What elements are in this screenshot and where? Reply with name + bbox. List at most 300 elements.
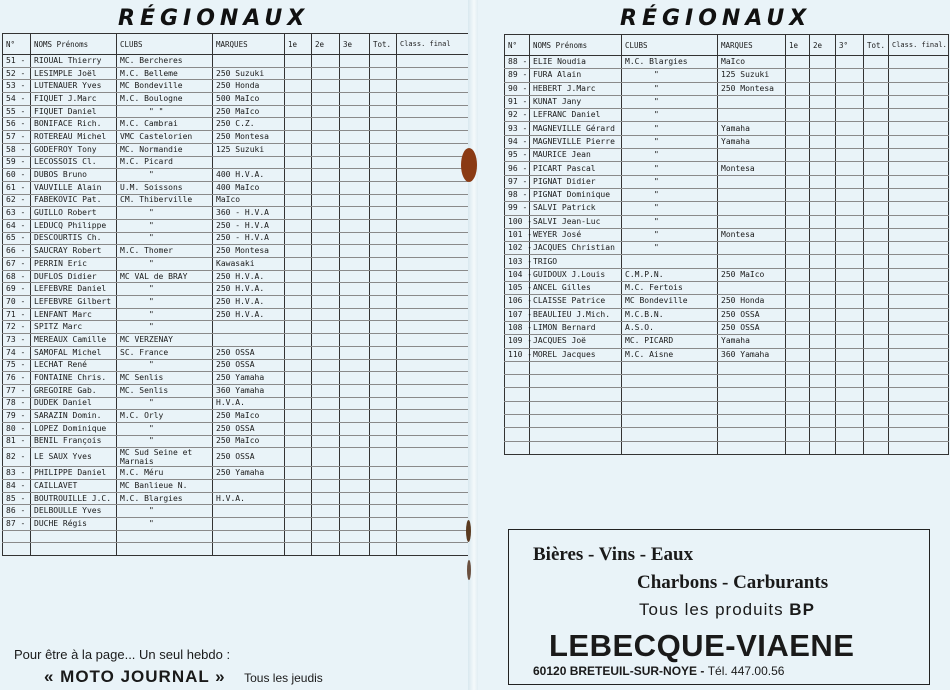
score-cell — [285, 55, 312, 68]
score-cell — [285, 505, 312, 518]
rider-number-value: 51 — [6, 55, 16, 65]
score-cell — [397, 258, 469, 271]
rider-number-value: 60 — [6, 170, 16, 180]
rider-number-value: 84 — [6, 480, 16, 490]
score-cell — [864, 162, 889, 175]
rider-number-value: 86 — [6, 506, 16, 516]
score-cell — [312, 467, 340, 480]
bike-make — [213, 480, 285, 493]
score-cell — [864, 361, 889, 374]
club-name: " — [117, 359, 213, 372]
column-header: 3° — [836, 35, 864, 56]
score-cell — [340, 372, 370, 385]
table-row — [3, 410, 469, 423]
score-cell — [786, 175, 810, 188]
rider-name: SARAZIN Domin. — [31, 410, 117, 423]
score-cell — [810, 428, 836, 441]
score-cell — [285, 143, 312, 156]
table-row — [505, 375, 949, 388]
score-cell — [312, 67, 340, 80]
table-row — [3, 207, 469, 220]
score-cell — [312, 194, 340, 207]
rider-name: DUCHE Régis — [31, 518, 117, 531]
score-cell — [285, 321, 312, 334]
score-cell — [836, 109, 864, 122]
rider-number: 85 - — [3, 492, 31, 505]
bike-make: 125 Suzuki — [213, 143, 285, 156]
score-cell — [889, 82, 949, 95]
rider-name: LUTENAUER Yves — [31, 80, 117, 93]
score-cell — [340, 194, 370, 207]
rider-number-value: 53 — [6, 81, 16, 91]
rider-number: 52 - — [3, 67, 31, 80]
score-cell — [864, 282, 889, 295]
score-cell — [370, 518, 397, 531]
score-cell — [312, 169, 340, 182]
bike-make: 400 MaIco — [213, 181, 285, 194]
rider-number: 63 - — [3, 207, 31, 220]
rider-number-value: 52 — [6, 68, 16, 78]
score-cell — [810, 441, 836, 454]
rider-number-value: 83 — [6, 468, 16, 478]
score-cell — [397, 270, 469, 283]
score-cell — [370, 194, 397, 207]
bike-make: 250 OSSA — [213, 346, 285, 359]
score-cell — [370, 308, 397, 321]
table-row — [3, 492, 469, 505]
rider-number: 96 - — [505, 162, 530, 175]
score-cell — [312, 359, 340, 372]
ad-drinks-line: Bières - Vins - Eaux — [533, 544, 694, 565]
score-cell — [340, 207, 370, 220]
score-cell — [340, 270, 370, 283]
club-name — [622, 361, 718, 374]
score-cell — [312, 492, 340, 505]
score-cell — [285, 448, 312, 467]
score-cell — [340, 308, 370, 321]
club-name: " — [117, 422, 213, 435]
score-cell — [312, 118, 340, 131]
rider-name: PERRIN Eric — [31, 258, 117, 271]
score-cell — [370, 131, 397, 144]
rider-number-value: 102 — [508, 243, 523, 253]
score-cell — [370, 93, 397, 106]
rider-name: FABEKOVIC Pat. — [31, 194, 117, 207]
club-name: " — [622, 149, 718, 162]
club-name — [622, 375, 718, 388]
score-cell — [836, 202, 864, 215]
score-cell — [836, 282, 864, 295]
bike-make — [718, 428, 786, 441]
score-cell — [340, 105, 370, 118]
bike-make — [718, 95, 786, 108]
score-cell — [810, 69, 836, 82]
score-cell — [810, 175, 836, 188]
score-cell — [810, 82, 836, 95]
rider-number: 53 - — [3, 80, 31, 93]
rider-number: 62 - — [3, 194, 31, 207]
score-cell — [340, 334, 370, 347]
score-cell — [889, 268, 949, 281]
rider-number: 110 - — [505, 348, 530, 361]
table-row — [3, 283, 469, 296]
bike-make: 250 Montesa — [718, 82, 786, 95]
rider-number-value: 87 — [6, 518, 16, 528]
score-cell — [370, 435, 397, 448]
rider-number: 84 - — [3, 480, 31, 493]
rider-number-value: 80 — [6, 423, 16, 433]
bike-make: 250 OSSA — [213, 422, 285, 435]
table-row — [505, 321, 949, 334]
rider-name: LEFEBVRE Daniel — [31, 283, 117, 296]
bike-make: 250 MaIco — [718, 268, 786, 281]
rider-number-value: 107 — [508, 309, 523, 319]
club-name: " — [622, 95, 718, 108]
bike-make: Kawasaki — [213, 258, 285, 271]
score-cell — [312, 245, 340, 258]
score-cell — [786, 122, 810, 135]
table-row — [505, 441, 949, 454]
bike-make — [718, 255, 786, 268]
rider-number-value: 70 — [6, 296, 16, 306]
table-row — [505, 361, 949, 374]
score-cell — [370, 384, 397, 397]
score-cell — [889, 69, 949, 82]
score-cell — [864, 242, 889, 255]
bike-make — [718, 175, 786, 188]
score-cell — [370, 207, 397, 220]
score-cell — [810, 308, 836, 321]
score-cell — [285, 232, 312, 245]
column-header: Class. final — [397, 34, 469, 55]
score-cell — [836, 415, 864, 428]
score-cell — [312, 55, 340, 68]
score-cell — [836, 135, 864, 148]
rider-name: LE SAUX Yves — [31, 448, 117, 467]
score-cell — [889, 56, 949, 69]
rider-number-value: 105 — [508, 283, 523, 293]
table-row — [3, 156, 469, 169]
table-row — [505, 282, 949, 295]
club-name: M.C. Blargies — [622, 56, 718, 69]
score-cell — [370, 143, 397, 156]
score-cell — [312, 232, 340, 245]
table-row — [505, 82, 949, 95]
rider-number-value: 67 — [6, 258, 16, 268]
rider-name: GUIDOUX J.Louis — [530, 268, 622, 281]
rider-name: SPITZ Marc — [31, 321, 117, 334]
club-name: VMC Castelorien — [117, 131, 213, 144]
score-cell — [889, 308, 949, 321]
table-row — [505, 188, 949, 201]
score-cell — [786, 109, 810, 122]
column-header: Tot. — [864, 35, 889, 56]
score-cell — [285, 169, 312, 182]
rider-number: 70 - — [3, 296, 31, 309]
column-header: N° — [3, 34, 31, 55]
left-page — [0, 0, 470, 690]
table-row — [3, 105, 469, 118]
club-name: U.M. Soissons — [117, 181, 213, 194]
bike-make: 360 Yamaha — [718, 348, 786, 361]
score-cell — [889, 388, 949, 401]
bike-make — [213, 156, 285, 169]
score-cell — [285, 118, 312, 131]
column-header: NOMS Prénoms — [530, 35, 622, 56]
score-cell — [370, 397, 397, 410]
bike-make — [718, 109, 786, 122]
right-table-header — [505, 35, 949, 56]
rider-number: 106 - — [505, 295, 530, 308]
score-cell — [836, 388, 864, 401]
score-cell — [370, 105, 397, 118]
club-name: MC Banlieue N. — [117, 480, 213, 493]
rider-name: FONTAINE Chris. — [31, 372, 117, 385]
rider-name: LESIMPLE Joël — [31, 67, 117, 80]
score-cell — [397, 93, 469, 106]
score-cell — [340, 131, 370, 144]
bike-make: Montesa — [718, 162, 786, 175]
score-cell — [340, 321, 370, 334]
score-cell — [370, 296, 397, 309]
rider-number: 75 - — [3, 359, 31, 372]
rider-number: 86 - — [3, 505, 31, 518]
rider-name — [530, 361, 622, 374]
rider-number: 54 - — [3, 93, 31, 106]
score-cell — [397, 143, 469, 156]
score-cell — [810, 162, 836, 175]
score-cell — [836, 56, 864, 69]
rider-number: 51 - — [3, 55, 31, 68]
club-name: " — [117, 207, 213, 220]
score-cell — [864, 95, 889, 108]
rider-name: PICART Pascal — [530, 162, 622, 175]
score-cell — [340, 359, 370, 372]
score-cell — [285, 181, 312, 194]
rider-number-value: 56 — [6, 119, 16, 129]
bike-make: 400 H.V.A. — [213, 169, 285, 182]
rider-number-value: 98 — [508, 190, 518, 200]
column-header: 1e — [285, 34, 312, 55]
score-cell — [340, 543, 370, 556]
score-cell — [786, 188, 810, 201]
bike-make: 250 H.V.A. — [213, 308, 285, 321]
club-name: " — [117, 219, 213, 232]
rider-name: BENIL François — [31, 435, 117, 448]
right-page-title: RÉGIONAUX — [620, 6, 812, 31]
score-cell — [397, 55, 469, 68]
score-cell — [397, 518, 469, 531]
score-cell — [864, 82, 889, 95]
table-row — [3, 296, 469, 309]
rider-name — [530, 441, 622, 454]
score-cell — [889, 428, 949, 441]
score-cell — [810, 95, 836, 108]
rider-name: LENFANT Marc — [31, 308, 117, 321]
score-cell — [810, 228, 836, 241]
rider-number-value: 92 — [508, 110, 518, 120]
score-cell — [786, 348, 810, 361]
score-cell — [864, 321, 889, 334]
table-row — [505, 109, 949, 122]
rider-name: CAILLAVET — [31, 480, 117, 493]
rider-number: 69 - — [3, 283, 31, 296]
score-cell — [370, 245, 397, 258]
rider-number: 60 - — [3, 169, 31, 182]
score-cell — [836, 242, 864, 255]
table-row — [505, 295, 949, 308]
rider-number-value: 110 — [508, 349, 523, 359]
bike-make: 125 Suzuki — [718, 69, 786, 82]
rider-name: MOREL Jacques — [530, 348, 622, 361]
rider-number: 99 - — [505, 202, 530, 215]
bike-make: 250 Yamaha — [213, 372, 285, 385]
score-cell — [397, 169, 469, 182]
score-cell — [370, 169, 397, 182]
score-cell — [285, 346, 312, 359]
rider-number — [505, 361, 530, 374]
rider-number-value: 108 — [508, 323, 523, 333]
rider-number-value: 89 — [508, 70, 518, 80]
score-cell — [340, 93, 370, 106]
rider-number-value: 65 — [6, 233, 16, 243]
bike-make: MaIco — [213, 194, 285, 207]
score-cell — [397, 372, 469, 385]
rider-number-value: 104 — [508, 269, 523, 279]
rider-name: LEFEBVRE Gilbert — [31, 296, 117, 309]
table-row — [3, 480, 469, 493]
score-cell — [370, 372, 397, 385]
club-name: M.C. Fertois — [622, 282, 718, 295]
rider-number: 100 - — [505, 215, 530, 228]
left-page-title: RÉGIONAUX — [118, 6, 310, 31]
table-row — [3, 245, 469, 258]
rider-number: 57 - — [3, 131, 31, 144]
club-name: " — [622, 215, 718, 228]
score-cell — [340, 219, 370, 232]
score-cell — [340, 467, 370, 480]
score-cell — [285, 207, 312, 220]
club-name: " — [622, 162, 718, 175]
rider-number: 107 - — [505, 308, 530, 321]
score-cell — [312, 410, 340, 423]
score-cell — [889, 135, 949, 148]
table-row — [3, 169, 469, 182]
column-header: Tot. — [370, 34, 397, 55]
rider-number-value: 91 — [508, 97, 518, 107]
bike-make: 250 OSSA — [718, 308, 786, 321]
score-cell — [836, 441, 864, 454]
ad-schedule: Tous les jeudis — [244, 671, 323, 685]
score-cell — [864, 335, 889, 348]
score-cell — [786, 95, 810, 108]
club-name: MC Bondeville — [622, 295, 718, 308]
score-cell — [312, 270, 340, 283]
rider-name: MAGNEVILLE Gérard — [530, 122, 622, 135]
club-name — [622, 415, 718, 428]
table-row — [3, 55, 469, 68]
score-cell — [370, 232, 397, 245]
score-cell — [864, 109, 889, 122]
score-cell — [836, 428, 864, 441]
club-name: " — [622, 202, 718, 215]
score-cell — [285, 67, 312, 80]
score-cell — [864, 228, 889, 241]
column-header: MARQUES — [213, 34, 285, 55]
club-name: M.C. Aisne — [622, 348, 718, 361]
right-results-table — [504, 34, 949, 455]
score-cell — [836, 308, 864, 321]
rider-number: 91 - — [505, 95, 530, 108]
rider-name: BONIFACE Rich. — [31, 118, 117, 131]
column-header: 3e — [340, 34, 370, 55]
left-table-header — [3, 34, 469, 55]
score-cell — [312, 530, 340, 543]
bike-make: Yamaha — [718, 335, 786, 348]
score-cell — [312, 219, 340, 232]
rider-name: ELIE Noudia — [530, 56, 622, 69]
score-cell — [864, 122, 889, 135]
rider-name: LECHAT René — [31, 359, 117, 372]
score-cell — [370, 80, 397, 93]
score-cell — [397, 207, 469, 220]
rider-number-value: 58 — [6, 144, 16, 154]
score-cell — [370, 55, 397, 68]
ad-phone: Tél. 447.00.56 — [707, 664, 785, 678]
score-cell — [397, 397, 469, 410]
table-row — [3, 530, 469, 543]
bike-make: 250 Honda — [213, 80, 285, 93]
table-row — [3, 308, 469, 321]
club-name: " — [117, 518, 213, 531]
score-cell — [864, 69, 889, 82]
table-row — [3, 181, 469, 194]
club-name: M.C.B.N. — [622, 308, 718, 321]
score-cell — [312, 518, 340, 531]
score-cell — [786, 202, 810, 215]
table-row — [505, 401, 949, 414]
rider-number: 61 - — [3, 181, 31, 194]
club-name: A.S.O. — [622, 321, 718, 334]
rider-number-value: 72 — [6, 322, 16, 332]
score-cell — [864, 149, 889, 162]
rider-name: DUFLOS Didier — [31, 270, 117, 283]
table-row — [3, 518, 469, 531]
score-cell — [370, 270, 397, 283]
score-cell — [285, 492, 312, 505]
rider-name: GUILLO Robert — [31, 207, 117, 220]
table-row — [3, 93, 469, 106]
score-cell — [285, 308, 312, 321]
club-name: M.C. Picard — [117, 156, 213, 169]
score-cell — [864, 401, 889, 414]
bike-make: 250 MaIco — [213, 410, 285, 423]
table-row — [505, 95, 949, 108]
rider-name: GODEFROY Tony — [31, 143, 117, 156]
table-row — [3, 131, 469, 144]
column-header: 1e — [786, 35, 810, 56]
club-name: MC Bondeville — [117, 80, 213, 93]
score-cell — [312, 181, 340, 194]
rider-number: 94 - — [505, 135, 530, 148]
rider-name — [530, 401, 622, 414]
score-cell — [864, 415, 889, 428]
rider-number — [3, 530, 31, 543]
table-row — [3, 384, 469, 397]
score-cell — [810, 401, 836, 414]
bike-make: 250 - H.V.A — [213, 232, 285, 245]
rider-number: 56 - — [3, 118, 31, 131]
